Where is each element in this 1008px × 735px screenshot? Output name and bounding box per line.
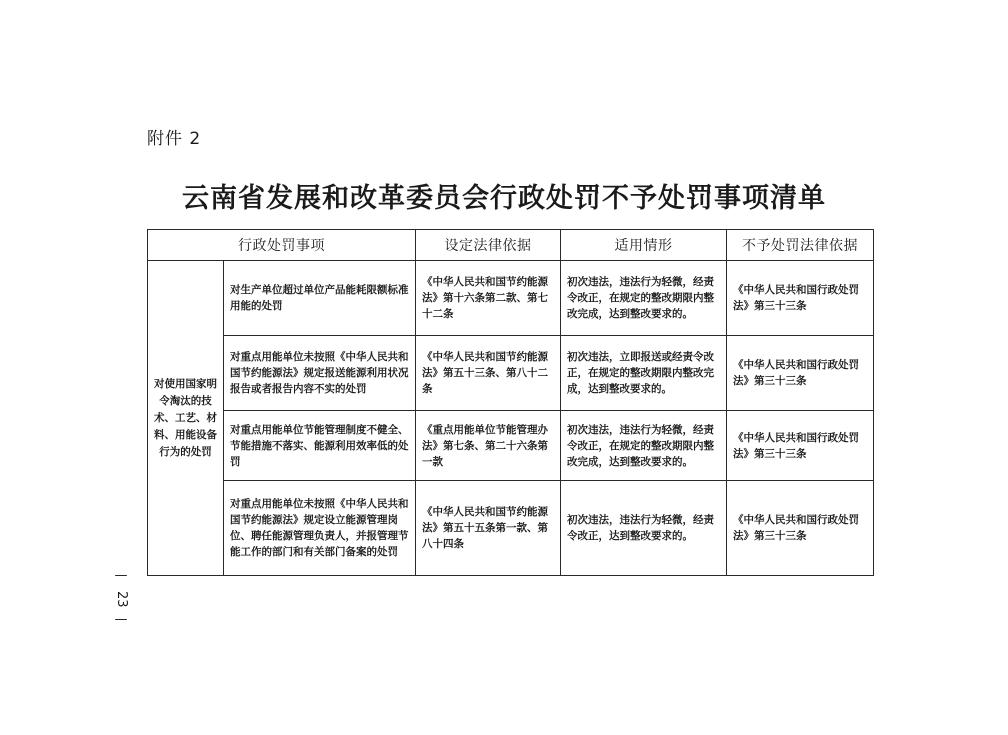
penalty-item-cell: 对生产单位超过单位产品能耗限额标准用能的处罚 — [224, 261, 416, 336]
table-row — [148, 481, 874, 576]
attachment-label: 附件 2 — [147, 129, 202, 149]
situation-cell: 初次违法，违法行为轻微，经责令改正，在规定的整改期限内整改完成，达到整改要求的。 — [561, 261, 727, 336]
penalty-item-cell: 对重点用能单位未按照《中华人民共和国节约能源法》规定报送能源利用状况报告或者报告内容不实的处罚 — [224, 336, 416, 411]
page-number-dash-top: — — [114, 568, 128, 583]
header-exemption-basis: 不予处罚法律依据 — [727, 230, 874, 261]
table-header-row — [148, 230, 874, 261]
table-row — [148, 261, 874, 336]
header-applicable-situation: 适用情形 — [561, 230, 727, 261]
document-title: 云南省发展和改革委员会行政处罚不予处罚事项清单 — [182, 183, 826, 214]
table-row — [148, 411, 874, 481]
situation-cell: 初次违法，违法行为轻微，经责令改正，在规定的整改期限内整改完成，达到整改要求的。 — [561, 411, 727, 481]
category-cell: 对使用国家明令淘汰的技术、工艺、材料、用能设备行为的处罚 — [148, 261, 224, 576]
header-legal-basis: 设定法律依据 — [416, 230, 561, 261]
page-number-value: 23 — [114, 591, 129, 608]
exemption-basis-cell: 《中华人民共和国行政处罚法》第三十三条 — [727, 336, 874, 411]
situation-cell: 初次违法，违法行为轻微，经责令改正，达到整改要求的。 — [561, 481, 727, 576]
penalty-item-cell: 对重点用能单位未按照《中华人民共和国节约能源法》规定设立能源管理岗位、聘任能源管理负责人，并报管理节能工作的部门和有关部门备案的处罚 — [224, 481, 416, 576]
legal-basis-cell: 《中华人民共和国节约能源法》第五十五条第一款、第八十四条 — [416, 481, 561, 576]
legal-basis-cell: 《中华人民共和国节约能源法》第十六条第二款、第七十二条 — [416, 261, 561, 336]
legal-basis-cell: 《中华人民共和国节约能源法》第五十三条、第八十二条 — [416, 336, 561, 411]
penalty-table — [147, 229, 874, 576]
penalty-item-cell: 对重点用能单位节能管理制度不健全、节能措施不落实、能源利用效率低的处罚 — [224, 411, 416, 481]
exemption-basis-cell: 《中华人民共和国行政处罚法》第三十三条 — [727, 481, 874, 576]
header-penalty-item: 行政处罚事项 — [148, 230, 416, 261]
table-row — [148, 336, 874, 411]
page-number — [114, 568, 128, 628]
exemption-basis-cell: 《中华人民共和国行政处罚法》第三十三条 — [727, 411, 874, 481]
exemption-basis-cell: 《中华人民共和国行政处罚法》第三十三条 — [727, 261, 874, 336]
situation-cell: 初次违法，立即报送或经责令改正，在规定的整改期限内整改完成，达到整改要求的。 — [561, 336, 727, 411]
legal-basis-cell: 《重点用能单位节能管理办法》第七条、第二十六条第一款 — [416, 411, 561, 481]
page-number-dash-bottom: — — [114, 612, 128, 627]
